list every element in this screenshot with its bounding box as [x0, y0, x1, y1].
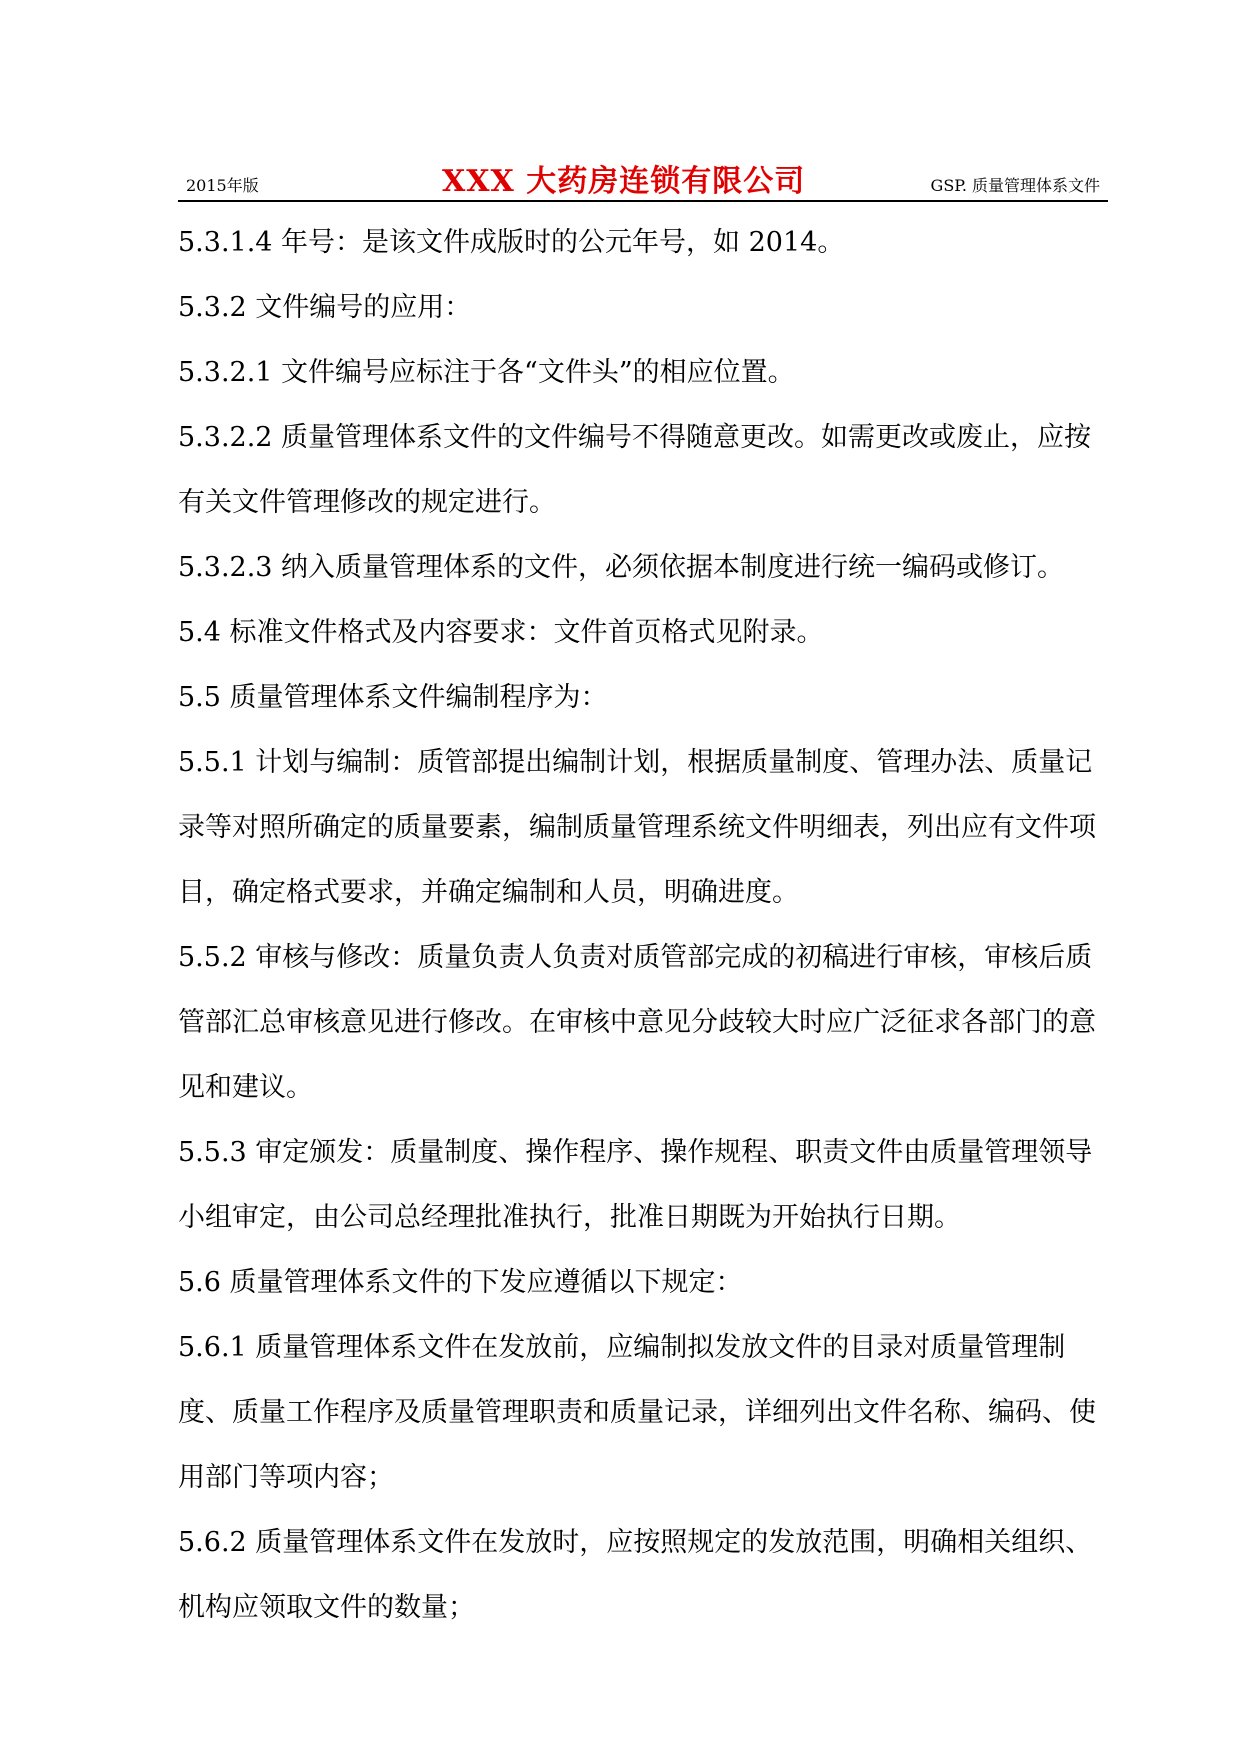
header-version: 2015年版	[186, 176, 259, 195]
paragraph: 5.3.2.1 文件编号应标注于各“文件头”的相应位置。	[178, 357, 795, 388]
paragraph: 5.3.2 文件编号的应用：	[178, 292, 472, 323]
paragraph: 5.4 标准文件格式及内容要求：文件首页格式见附录。	[178, 617, 824, 648]
paragraph: 5.5.2 审核与修改：质量负责人负责对质管部完成的初稿进行审核，审核后质管部汇总审核意见进行修改。在审核中意见分歧较大时应广泛征求各部门的意见和建议。	[178, 942, 1096, 1103]
paragraph: 5.5 质量管理体系文件编制程序为：	[178, 682, 608, 713]
paragraph: 5.6 质量管理体系文件的下发应遵循以下规定：	[178, 1267, 743, 1298]
page-header	[178, 160, 1108, 202]
paragraph: 5.6.1 质量管理体系文件在发放前，应编制拟发放文件的目录对质量管理制度、质量工作程序及质量管理职责和质量记录，详细列出文件名称、编码、使用部门等项内容；	[178, 1332, 1096, 1493]
paragraph: 5.5.1 计划与编制：质管部提出编制计划，根据质量制度、管理办法、质量记录等对照所确定的质量要素，编制质量管理系统文件明细表，列出应有文件项目，确定格式要求，并确定编制和人员，明确进度。	[178, 747, 1096, 908]
header-document-type: GSP. 质量管理体系文件	[930, 176, 1100, 195]
paragraph: 5.5.3 审定颁发：质量制度、操作程序、操作规程、职责文件由质量管理领导小组审定，由公司总经理批准执行，批准日期既为开始执行日期。	[178, 1137, 1093, 1233]
paragraph: 5.3.2.2 质量管理体系文件的文件编号不得随意更改。如需更改或废止，应按有关文件管理修改的规定进行。	[178, 422, 1092, 518]
document-body	[178, 210, 1118, 1640]
paragraph: 5.3.1.4 年号：是该文件成版时的公元年号，如 2014。	[178, 227, 845, 258]
paragraph: 5.6.2 质量管理体系文件在发放时，应按照规定的发放范围，明确相关组织、机构应领取文件的数量；	[178, 1527, 1093, 1623]
paragraph: 5.3.2.3 纳入质量管理体系的文件，必须依据本制度进行统一编码或修订。	[178, 552, 1065, 583]
header-company-name: XXX 大药房连锁有限公司	[442, 164, 806, 199]
